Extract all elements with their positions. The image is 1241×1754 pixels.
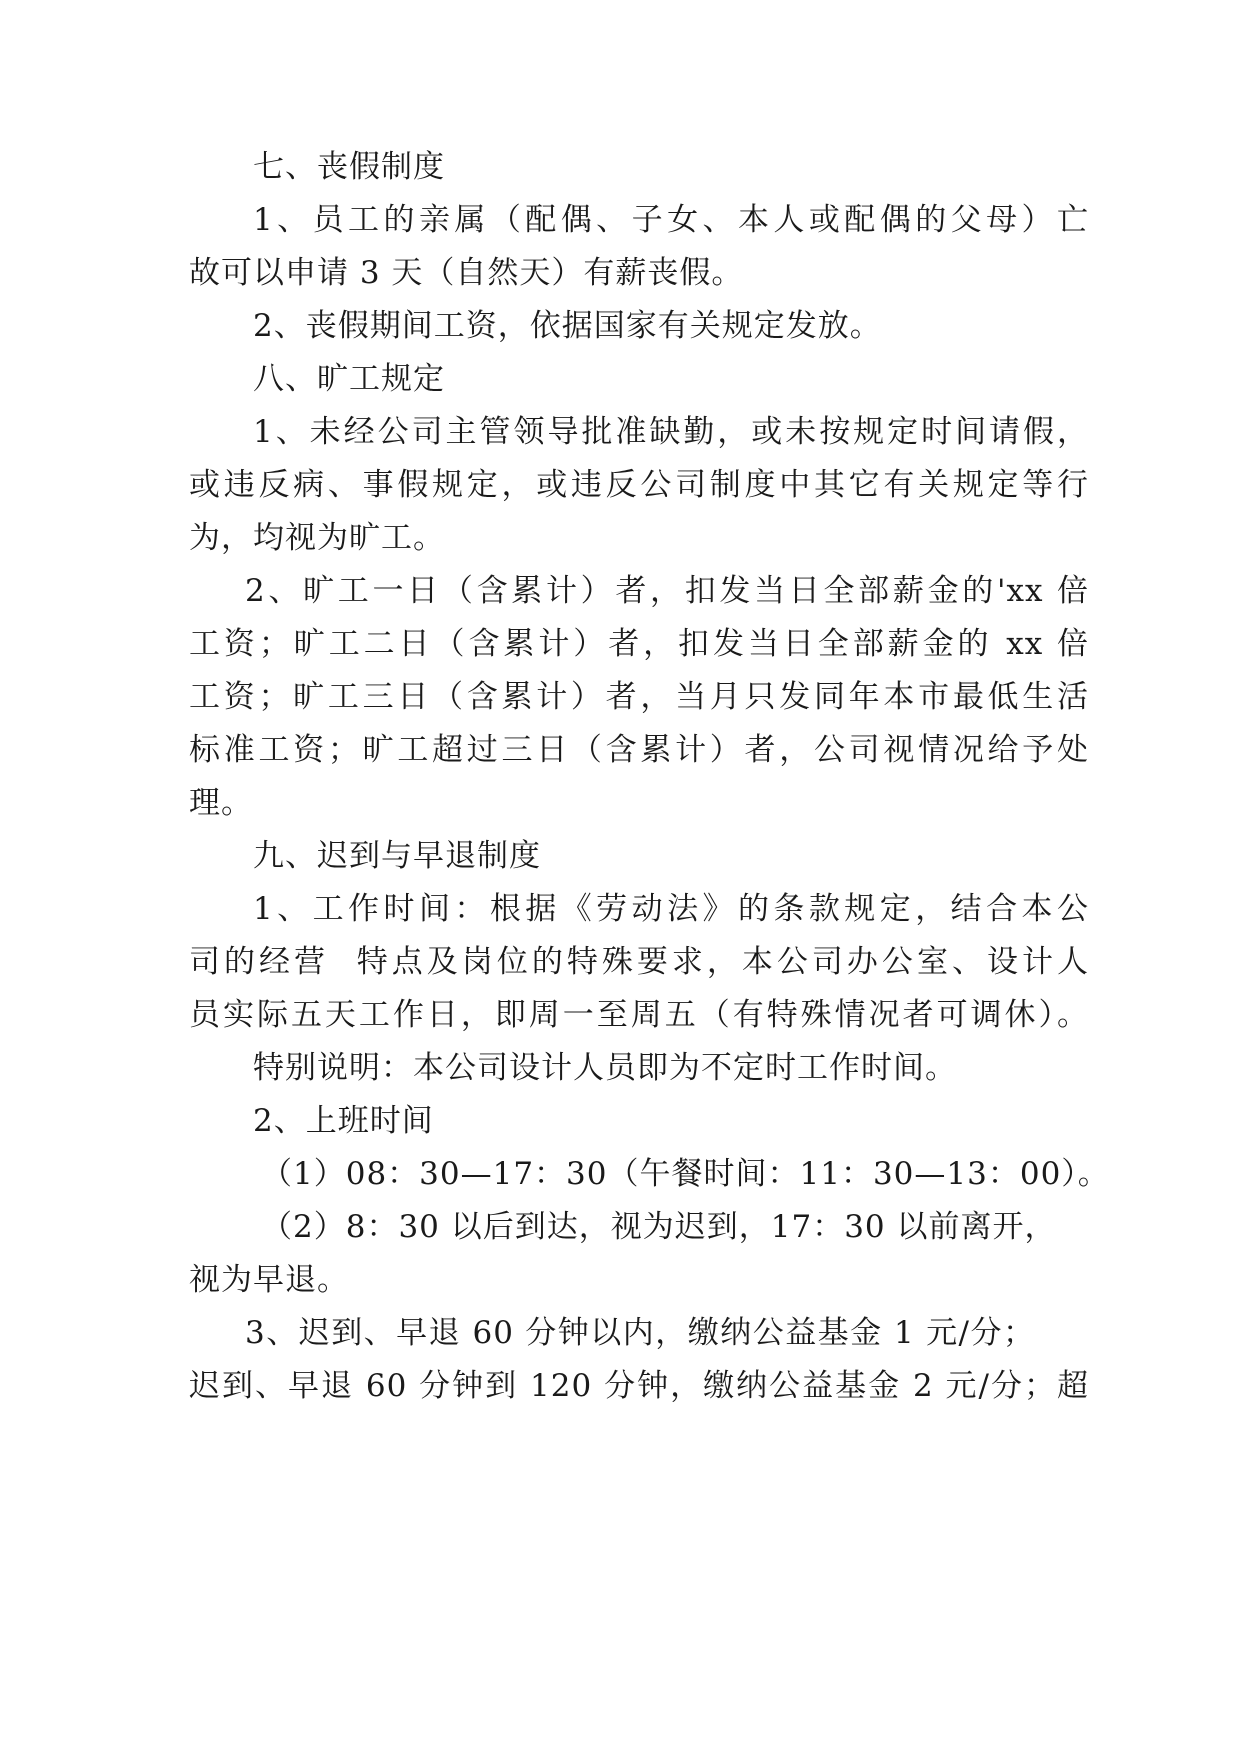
paragraph-line: （2）8：30 以后到达，视为迟到，17：30 以前离开， (261, 1209, 1057, 1245)
paragraph-line: 员实际五天工作日，即周一至周五（有特殊情况者可调休）。 (189, 997, 1089, 1033)
paragraph-line: 1、未经公司主管领导批准缺勤，或未按规定时间请假， (253, 414, 1089, 450)
paragraph-line: 3、迟到、早退 60 分钟以内，缴纳公益基金 1 元/分； (245, 1315, 1035, 1351)
paragraph-line: 或违反病、事假规定，或违反公司制度中其它有关规定等行 (189, 467, 1089, 503)
paragraph-line: 理。 (189, 785, 253, 821)
section-heading-8: 八、旷工规定 (253, 361, 445, 397)
paragraph-line: 视为早退。 (189, 1262, 349, 1298)
section-heading-9: 九、迟到与早退制度 (253, 838, 541, 874)
paragraph-line: 2、上班时间 (253, 1103, 434, 1139)
paragraph-line: 工资；旷工三日（含累计）者，当月只发同年本市最低生活 (189, 679, 1089, 715)
paragraph-line: 故可以申请 3 天（自然天）有薪丧假。 (189, 255, 744, 291)
section-heading-7: 七、丧假制度 (253, 149, 445, 185)
paragraph-line: 司的经营 特点及岗位的特殊要求，本公司办公室、设计人 (189, 944, 1089, 980)
paragraph-line: 2、旷工一日（含累计）者，扣发当日全部薪金的'xx 倍 (245, 573, 1089, 609)
paragraph-line: 为，均视为旷工。 (189, 520, 445, 556)
paragraph-line: 迟到、早退 60 分钟到 120 分钟，缴纳公益基金 2 元/分；超 (189, 1368, 1089, 1404)
paragraph-line: 特别说明：本公司设计人员即为不定时工作时间。 (253, 1050, 957, 1086)
paragraph-line: 1、工作时间：根据《劳动法》的条款规定，结合本公 (253, 891, 1089, 927)
paragraph-line: 工资；旷工二日（含累计）者，扣发当日全部薪金的 xx 倍 (189, 626, 1089, 662)
paragraph-line: 2、丧假期间工资，依据国家有关规定发放。 (253, 308, 882, 344)
paragraph-line: 1、员工的亲属（配偶、子女、本人或配偶的父母）亡 (253, 202, 1089, 238)
paragraph-line: （1）08：30—17：30（午餐时间：11：30—13：00）。 (261, 1156, 1110, 1192)
paragraph-line: 标准工资；旷工超过三日（含累计）者，公司视情况给予处 (189, 732, 1089, 768)
